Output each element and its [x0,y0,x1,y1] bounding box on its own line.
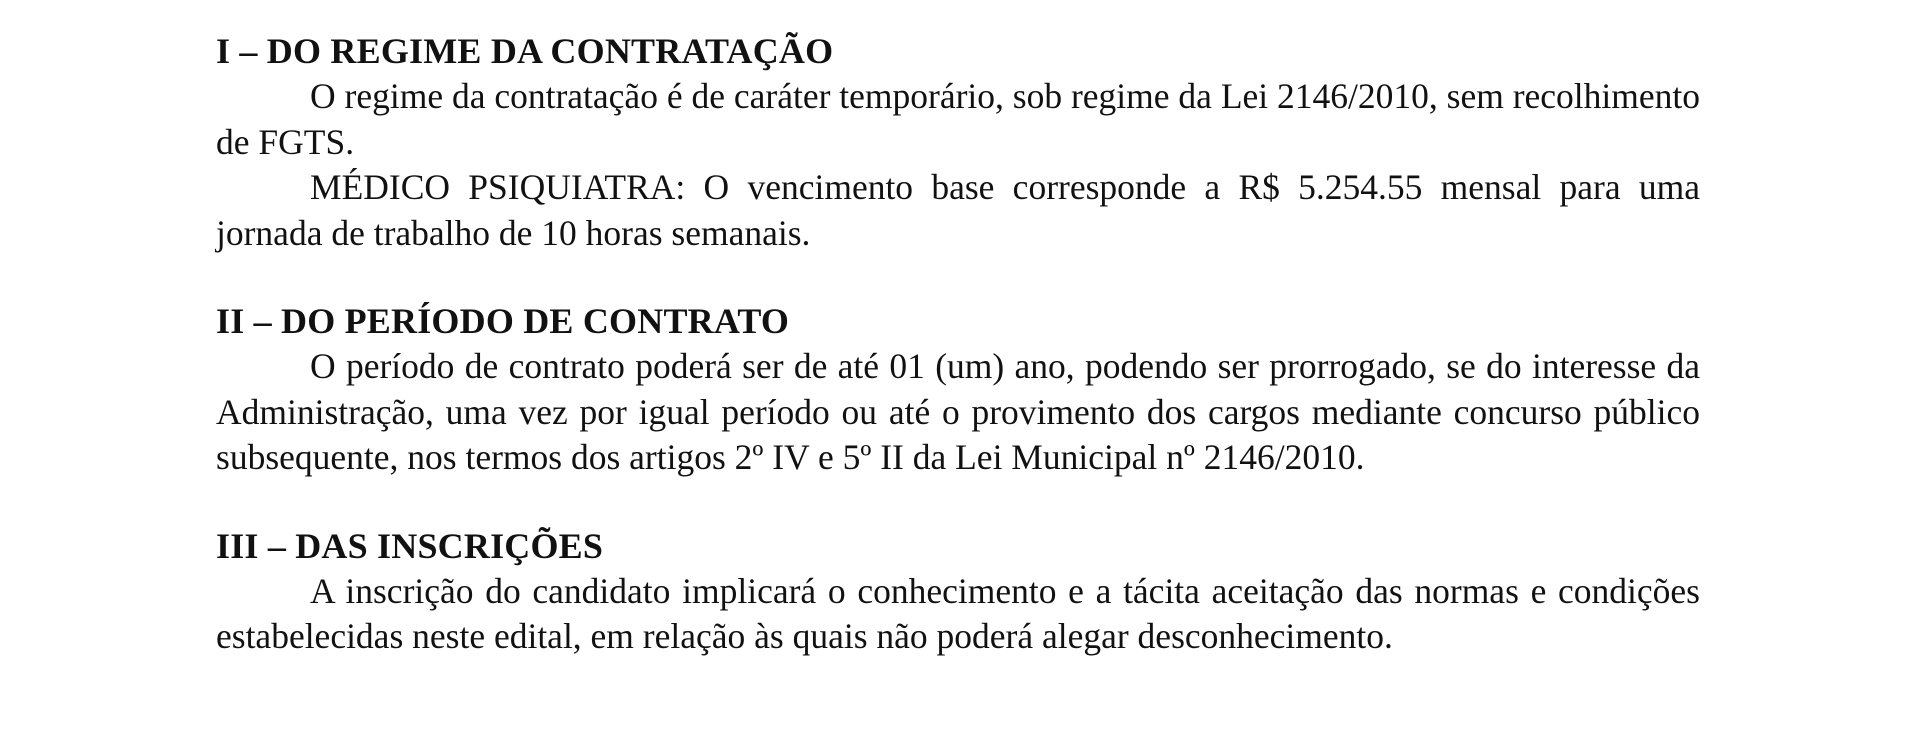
section-inscricoes [216,523,1700,660]
document-page [216,28,1700,702]
section-periodo-contrato [216,298,1700,481]
paragraph-inscricao: A inscrição do candidato implicará o conhecimento e a tácita aceitação das normas e condições estabelecidas neste edital, em relação às quais não poderá alegar desconhecimento. [216,570,1700,656]
paragraph-regime: O regime da contratação é de caráter temporário, sob regime da Lei 2146/2010, sem recolhimento de FGTS. [216,76,1700,162]
section-heading: III – DAS INSCRIÇÕES [216,525,604,566]
section-heading: II – DO PERÍODO DE CONTRATO [216,301,790,341]
section-heading: I – DO REGIME DA CONTRATAÇÃO [216,31,834,71]
paragraph-vencimento: MÉDICO PSIQUIATRA: O vencimento base corresponde a R$ 5.254.55 mensal para uma jornada de trabalho de 10 horas semanais. [216,167,1700,253]
section-regime-contratacao [216,28,1700,256]
paragraph-periodo: O período de contrato poderá ser de até 01 (um) ano, podendo ser prorrogado, se do interesse da Administração, uma vez por igual período ou até o provimento dos cargos mediante concurso público subsequente, nos termos dos artigos 2º IV e 5º II da Lei Municipal nº 2146/2010. [216,346,1700,477]
